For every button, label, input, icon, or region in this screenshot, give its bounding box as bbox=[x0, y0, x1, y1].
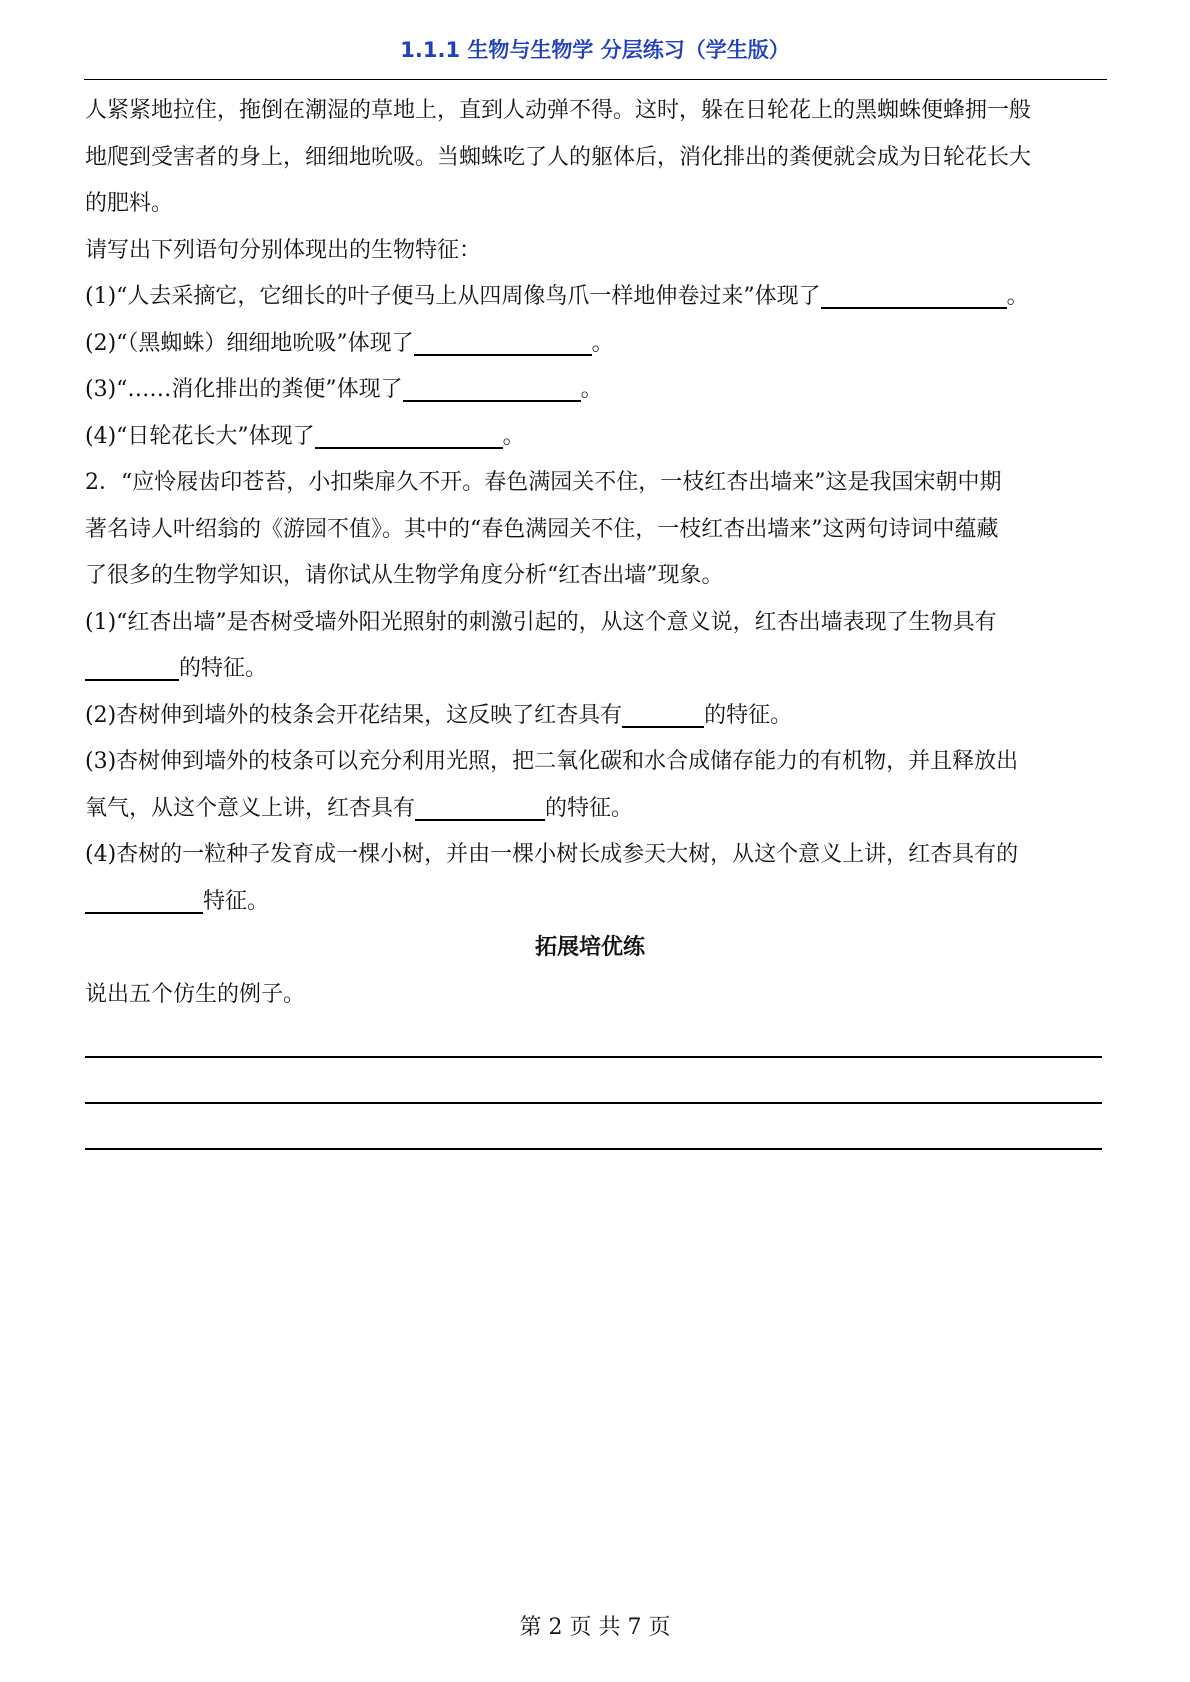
passage-line: 地爬到受害者的身上，细细地吮吸。当蜘蛛吃了人的躯体后，消化排出的粪便就会成为日轮花长大 bbox=[85, 144, 1032, 170]
q1-item-3: (3)“……消化排出的粪便”体现了 。 bbox=[85, 367, 1115, 414]
q2-item-2: (2)杏树伸到墙外的枝条会开花结果，这反映了红杏具有 的特征。 bbox=[85, 693, 1115, 740]
section-title: 拓展培优练 bbox=[534, 935, 645, 960]
q2-item-3-answer: 氧气，从这个意义上讲，红杏具有 的特征。 bbox=[85, 786, 1115, 833]
q2-item-4-answer: 特征。 bbox=[85, 879, 1115, 926]
q1-item-4: (4)“日轮花长大”体现了 。 bbox=[85, 414, 1115, 461]
worksheet-content bbox=[85, 88, 1115, 1018]
answer-blank[interactable] bbox=[85, 882, 203, 914]
answer-line[interactable] bbox=[85, 1102, 1102, 1104]
answer-blank[interactable] bbox=[403, 370, 581, 402]
q2-item-1-answer: 的特征。 bbox=[85, 646, 1115, 693]
q2-stem-line: 著名诗人叶绍翁的《游园不值》。其中的“春色满园关不住，一枝红杏出墙来”这两句诗词中蕴藏 bbox=[85, 516, 999, 542]
passage-prompt: 请写出下列语句分别体现出的生物特征： bbox=[85, 237, 482, 263]
q1-item-2: (2)“（黑蜘蛛）细细地吮吸”体现了 。 bbox=[85, 321, 1115, 368]
answer-line[interactable] bbox=[85, 1148, 1102, 1150]
passage-line: 的肥料。 bbox=[85, 191, 174, 216]
q2-stem-line: 2．“应怜屐齿印苍苔，小扣柴扉久不开。春色满园关不住，一枝红杏出墙来”这是我国宋朝中期 bbox=[85, 470, 1002, 495]
answer-blank[interactable] bbox=[414, 324, 592, 356]
q2-item-4: (4)杏树的一粒种子发育成一棵小树，并由一棵小树长成参天大树，从这个意义上讲，红杏具有的 bbox=[85, 842, 1019, 867]
page-header-title: 1.1.1 生物与生物学 分层练习（学生版） bbox=[400, 38, 790, 62]
q2-item-1: (1)“红杏出墙”是杏树受墙外阳光照射的刺激引起的，从这个意义说，红杏出墙表现了生物具有 bbox=[85, 609, 997, 635]
answer-blank[interactable] bbox=[315, 417, 503, 449]
header-divider bbox=[84, 79, 1107, 80]
page-number: 第 2 页 共 7 页 bbox=[519, 1615, 671, 1640]
q2-item-3: (3)杏树伸到墙外的枝条可以充分利用光照，把二氧化碳和水合成储存能力的有机物，并且释放出 bbox=[85, 749, 1019, 774]
extension-question: 说出五个仿生的例子。 bbox=[85, 981, 306, 1007]
answer-blank[interactable] bbox=[85, 649, 179, 681]
answer-blank[interactable] bbox=[415, 789, 545, 821]
passage-line: 人紧紧地拉住，拖倒在潮湿的草地上，直到人动弹不得。这时，躲在日轮花上的黑蜘蛛便蜂拥一般 bbox=[85, 98, 1032, 123]
answer-blank[interactable] bbox=[821, 277, 1007, 309]
answer-line[interactable] bbox=[85, 1056, 1102, 1058]
q2-stem-line: 了很多的生物学知识，请你试从生物学角度分析“红杏出墙”现象。 bbox=[85, 563, 724, 588]
q1-item-1: (1)“人去采摘它，它细长的叶子便马上从四周像鸟爪一样地伸卷过来”体现了 。 bbox=[85, 274, 1115, 321]
answer-blank[interactable] bbox=[622, 696, 704, 728]
